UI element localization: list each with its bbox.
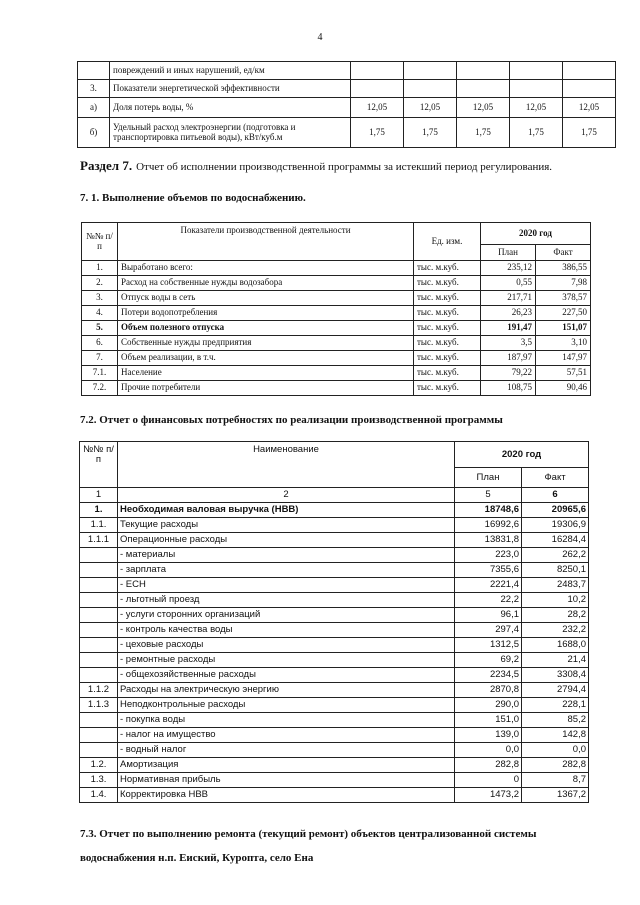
indicators-table <box>77 61 616 148</box>
year-value: 1,75 <box>563 118 616 148</box>
row-name: Корректировка НВВ <box>118 788 455 803</box>
row-number: 1. <box>82 261 118 276</box>
row-name: Прочие потребители <box>118 381 414 396</box>
plan-value: 16992,6 <box>455 518 522 533</box>
table-row <box>80 533 589 548</box>
plan-value: 151,0 <box>455 713 522 728</box>
plan-value: 1312,5 <box>455 638 522 653</box>
year-value: 1,75 <box>404 118 457 148</box>
fact-value: 85,2 <box>522 713 589 728</box>
table-row <box>78 62 616 80</box>
year-value <box>457 80 510 98</box>
plan-value: 0,55 <box>481 276 536 291</box>
year-value: 12,05 <box>404 98 457 118</box>
table-row <box>80 743 589 758</box>
header-plan: План <box>481 245 536 261</box>
row-number <box>80 728 118 743</box>
section-7-2-title: 7.2. Отчет о финансовых потребностях по реализации производственной программы <box>80 414 503 426</box>
indicator-name: Показатели энергетической эффективности <box>110 80 351 98</box>
table-row <box>80 638 589 653</box>
year-value: 1,75 <box>457 118 510 148</box>
row-name: - цеховые расходы <box>118 638 455 653</box>
year-value: 12,05 <box>457 98 510 118</box>
plan-value: 2870,8 <box>455 683 522 698</box>
row-number: б) <box>78 118 110 148</box>
fact-value: 16284,4 <box>522 533 589 548</box>
row-number <box>80 563 118 578</box>
year-value <box>404 62 457 80</box>
fact-value: 142,8 <box>522 728 589 743</box>
year-value: 12,05 <box>563 98 616 118</box>
column-number-6: 6 <box>522 488 589 503</box>
plan-value: 108,75 <box>481 381 536 396</box>
year-value <box>457 62 510 80</box>
header-fact: Факт <box>536 245 591 261</box>
row-number: 7.1. <box>82 366 118 381</box>
row-number: 6. <box>82 336 118 351</box>
row-unit: тыс. м.куб. <box>414 306 481 321</box>
table-row <box>82 306 591 321</box>
row-number: 1.4. <box>80 788 118 803</box>
header-fact: Факт <box>522 468 589 488</box>
table-row <box>82 321 591 336</box>
header-num: №№ п/п <box>80 442 118 488</box>
row-name: Объем реализации, в т.ч. <box>118 351 414 366</box>
plan-value: 0,0 <box>455 743 522 758</box>
table-row <box>80 593 589 608</box>
table-row <box>80 758 589 773</box>
row-number <box>80 548 118 563</box>
row-unit: тыс. м.куб. <box>414 351 481 366</box>
fact-value: 28,2 <box>522 608 589 623</box>
table-row <box>80 563 589 578</box>
row-number <box>80 653 118 668</box>
section-7-3-title: 7.3. Отчет по выполнению ремонта (текущий ремонт) объектов централизованной системы <box>80 828 537 840</box>
plan-value: 0 <box>455 773 522 788</box>
row-name: - ремонтные расходы <box>118 653 455 668</box>
fact-value: 19306,9 <box>522 518 589 533</box>
fact-value: 228,1 <box>522 698 589 713</box>
year-value: 1,75 <box>351 118 404 148</box>
row-number: 4. <box>82 306 118 321</box>
fact-value: 57,51 <box>536 366 591 381</box>
volumes-table <box>81 222 591 396</box>
row-number <box>80 578 118 593</box>
section-7-3-title-cont: водоснабжения н.п. Еиский, Куропта, село Ена <box>80 852 314 864</box>
plan-value: 139,0 <box>455 728 522 743</box>
table-row <box>80 788 589 803</box>
plan-value: 187,97 <box>481 351 536 366</box>
table-row <box>80 773 589 788</box>
row-name: Текущие расходы <box>118 518 455 533</box>
plan-value: 282,8 <box>455 758 522 773</box>
row-name: Расходы на электрическую энергию <box>118 683 455 698</box>
column-number-2: 2 <box>118 488 455 503</box>
year-value <box>510 62 563 80</box>
fact-value: 378,57 <box>536 291 591 306</box>
row-number: 1.1.1 <box>80 533 118 548</box>
row-number: 1.3. <box>80 773 118 788</box>
plan-value: 297,4 <box>455 623 522 638</box>
row-number: 5. <box>82 321 118 336</box>
row-number <box>80 623 118 638</box>
plan-value: 2234,5 <box>455 668 522 683</box>
table-row <box>80 503 589 518</box>
fact-value: 2794,4 <box>522 683 589 698</box>
fact-value: 386,55 <box>536 261 591 276</box>
row-unit: тыс. м.куб. <box>414 381 481 396</box>
fact-value: 262,2 <box>522 548 589 563</box>
fact-value: 232,2 <box>522 623 589 638</box>
fact-value: 282,8 <box>522 758 589 773</box>
table-row <box>82 351 591 366</box>
plan-value: 290,0 <box>455 698 522 713</box>
row-name: Отпуск воды в сеть <box>118 291 414 306</box>
row-name: Нормативная прибыль <box>118 773 455 788</box>
header-name: Показатели производственной деятельности <box>118 223 414 261</box>
row-number <box>80 608 118 623</box>
table-row <box>78 118 616 148</box>
plan-value: 13831,8 <box>455 533 522 548</box>
year-value <box>351 62 404 80</box>
table-row <box>82 336 591 351</box>
year-value: 12,05 <box>510 98 563 118</box>
page-number: 4 <box>317 32 323 43</box>
fact-value: 0,0 <box>522 743 589 758</box>
row-number <box>80 743 118 758</box>
plan-value: 217,71 <box>481 291 536 306</box>
row-name: - общехозяйственные расходы <box>118 668 455 683</box>
table-row <box>82 366 591 381</box>
row-name: Операционные расходы <box>118 533 455 548</box>
row-number: 2. <box>82 276 118 291</box>
row-name: - контроль качества воды <box>118 623 455 638</box>
plan-value: 26,23 <box>481 306 536 321</box>
plan-value: 7355,6 <box>455 563 522 578</box>
row-number: 1.1. <box>80 518 118 533</box>
row-name: Объем полезного отпуска <box>118 321 414 336</box>
plan-value: 96,1 <box>455 608 522 623</box>
fact-value: 3,10 <box>536 336 591 351</box>
row-name: - налог на имущество <box>118 728 455 743</box>
row-unit: тыс. м.куб. <box>414 291 481 306</box>
row-number: 1. <box>80 503 118 518</box>
year-value <box>404 80 457 98</box>
fact-value: 2483,7 <box>522 578 589 593</box>
row-name: - услуги сторонних организаций <box>118 608 455 623</box>
row-name: - водный налог <box>118 743 455 758</box>
header-year: 2020 год <box>481 223 591 245</box>
row-name: Потери водопотребления <box>118 306 414 321</box>
plan-value: 18748,6 <box>455 503 522 518</box>
fact-value: 147,97 <box>536 351 591 366</box>
table-row <box>80 623 589 638</box>
header-year: 2020 год <box>455 442 589 468</box>
indicator-name: повреждений и иных нарушений, ед/км <box>110 62 351 80</box>
plan-value: 79,22 <box>481 366 536 381</box>
table-row <box>78 98 616 118</box>
row-name: Неподконтрольные расходы <box>118 698 455 713</box>
year-value <box>563 62 616 80</box>
plan-value: 223,0 <box>455 548 522 563</box>
header-name: Наименование <box>118 442 455 488</box>
year-value: 12,05 <box>351 98 404 118</box>
plan-value: 2221,4 <box>455 578 522 593</box>
row-unit: тыс. м.куб. <box>414 336 481 351</box>
row-number: 7.2. <box>82 381 118 396</box>
section-7-label: Раздел 7. <box>80 158 133 173</box>
indicator-name: Доля потерь воды, % <box>110 98 351 118</box>
row-number <box>80 713 118 728</box>
fact-value: 3308,4 <box>522 668 589 683</box>
fact-value: 8,7 <box>522 773 589 788</box>
row-name: - зарплата <box>118 563 455 578</box>
row-name: Расход на собственные нужды водозабора <box>118 276 414 291</box>
row-number <box>80 593 118 608</box>
fact-value: 7,98 <box>536 276 591 291</box>
section-7-1-title: 7. 1. Выполнение объемов по водоснабжению. <box>80 192 306 204</box>
fact-value: 227,50 <box>536 306 591 321</box>
table-row <box>82 381 591 396</box>
row-unit: тыс. м.куб. <box>414 366 481 381</box>
table-row <box>80 698 589 713</box>
year-value: 1,75 <box>510 118 563 148</box>
indicator-name: Удельный расход электроэнергии (подготовка и транспортировка питьевой воды), кВт/куб.м <box>110 118 351 148</box>
plan-value: 1473,2 <box>455 788 522 803</box>
fact-value: 151,07 <box>536 321 591 336</box>
row-number: 3. <box>78 80 110 98</box>
row-name: Амортизация <box>118 758 455 773</box>
finance-table <box>79 441 589 803</box>
row-name: Необходимая валовая выручка (НВВ) <box>118 503 455 518</box>
row-name: - льготный проезд <box>118 593 455 608</box>
section-7-text: Отчет об исполнении производственной программы за истекший период регулирования. <box>136 161 553 173</box>
row-number: а) <box>78 98 110 118</box>
row-number: 7. <box>82 351 118 366</box>
table-row <box>80 578 589 593</box>
row-number: 3. <box>82 291 118 306</box>
row-number <box>78 62 110 80</box>
year-value <box>563 80 616 98</box>
row-number: 1.2. <box>80 758 118 773</box>
fact-value: 20965,6 <box>522 503 589 518</box>
plan-value: 69,2 <box>455 653 522 668</box>
fact-value: 21,4 <box>522 653 589 668</box>
fact-value: 1688,0 <box>522 638 589 653</box>
table-row <box>82 276 591 291</box>
plan-value: 3,5 <box>481 336 536 351</box>
table-row <box>80 713 589 728</box>
table-row <box>80 668 589 683</box>
table-row <box>80 653 589 668</box>
table-row <box>78 80 616 98</box>
header-num: №№ п/п <box>82 223 118 261</box>
row-name: Выработано всего: <box>118 261 414 276</box>
table-row <box>80 608 589 623</box>
plan-value: 235,12 <box>481 261 536 276</box>
table-row <box>80 728 589 743</box>
row-name: - материалы <box>118 548 455 563</box>
table-row <box>80 548 589 563</box>
row-number <box>80 638 118 653</box>
header-plan: План <box>455 468 522 488</box>
row-number: 1.1.2 <box>80 683 118 698</box>
row-name: - покупка воды <box>118 713 455 728</box>
fact-value: 8250,1 <box>522 563 589 578</box>
table-row <box>82 291 591 306</box>
row-unit: тыс. м.куб. <box>414 276 481 291</box>
year-value <box>351 80 404 98</box>
year-value <box>510 80 563 98</box>
plan-value: 191,47 <box>481 321 536 336</box>
table-row <box>80 518 589 533</box>
plan-value: 22,2 <box>455 593 522 608</box>
fact-value: 10,2 <box>522 593 589 608</box>
row-unit: тыс. м.куб. <box>414 261 481 276</box>
table-row <box>80 683 589 698</box>
row-unit: тыс. м.куб. <box>414 321 481 336</box>
section-7-heading <box>80 158 552 174</box>
fact-value: 1367,2 <box>522 788 589 803</box>
row-number: 1.1.3 <box>80 698 118 713</box>
column-number-5: 5 <box>455 488 522 503</box>
table-row <box>82 261 591 276</box>
row-name: Население <box>118 366 414 381</box>
row-name: Собственные нужды предприятия <box>118 336 414 351</box>
fact-value: 90,46 <box>536 381 591 396</box>
column-number-1: 1 <box>80 488 118 503</box>
header-unit: Ед. изм. <box>414 223 481 261</box>
row-number <box>80 668 118 683</box>
row-name: - ЕСН <box>118 578 455 593</box>
